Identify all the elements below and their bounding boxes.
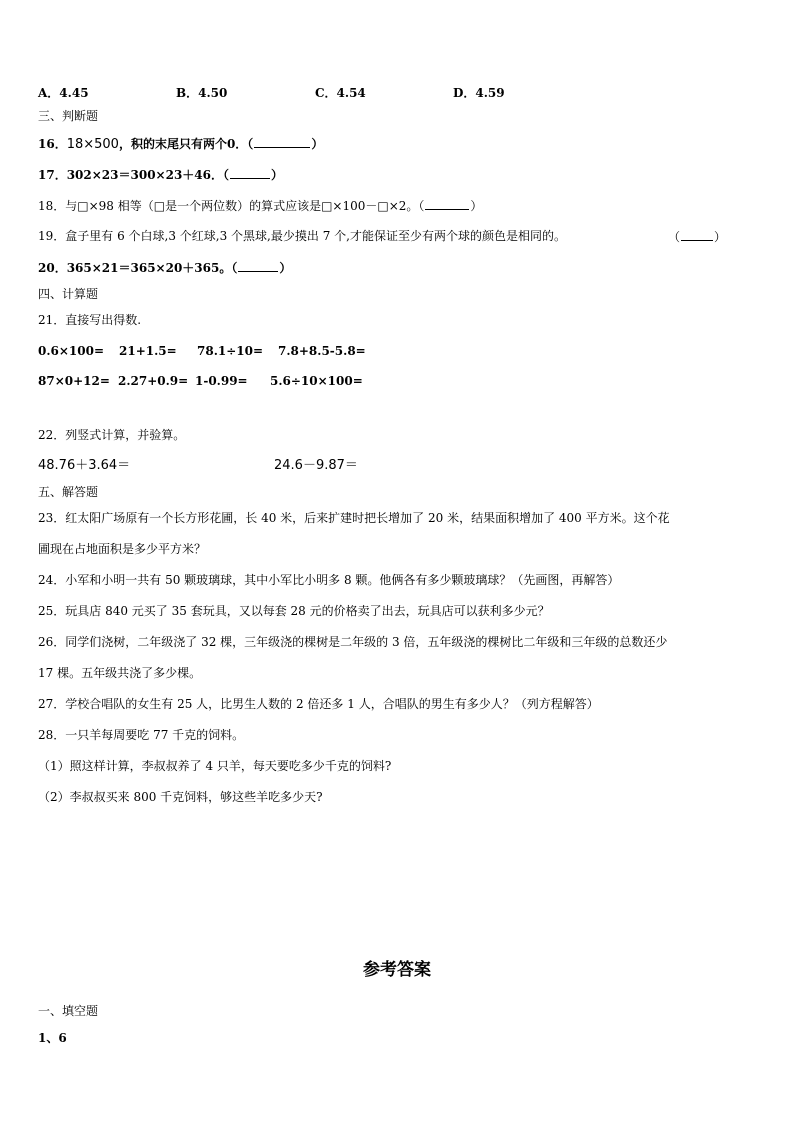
option-b: B．4.50 (176, 86, 228, 100)
question-17-text: 17．302×23＝300×23＋46．（ (38, 168, 230, 182)
question-25: 25．玩具店 840 元买了 35 套玩具，又以每套 28 元的价格卖了出去，玩具店可以获利多少元？ (38, 604, 550, 618)
question-16: 16．18×500，积的末尾只有两个0．（ ） (38, 137, 324, 152)
question-16-number: 16． (38, 137, 67, 151)
question-21: 21．直接写出得数. (38, 313, 142, 327)
question-19-answer: （ ） (668, 230, 727, 244)
calc-item: 1-0.99= (195, 374, 248, 388)
question-16-text: ，积的末尾只有两个0．（ (118, 137, 254, 151)
question-28-part1: （1）照这样计算，李叔叔养了 4 只羊，每天要吃多少千克的饲料? (38, 759, 392, 773)
question-18: 18．与□×98 相等（□是一个两位数）的算式应该是□×100－□×2。（ ） (38, 199, 483, 213)
answers-section-heading: 一、填空题 (38, 1004, 99, 1018)
question-28: 28．一只羊每周要吃 77 千克的饲料。 (38, 728, 245, 742)
calc-item: 0.6×100= (38, 344, 105, 358)
section-calc-heading: 四、计算题 (38, 287, 99, 301)
answer-blank[interactable] (425, 198, 469, 210)
question-19-text: 19．盒子里有 6 个白球,3 个红球,3 个黑球,最少摸出 7 个,才能保证至少有两个球的颜色是相同的。 (38, 229, 566, 243)
question-18-text: 18．与□×98 相等（□是一个两位数）的算式应该是□×100－□×2。（ (38, 199, 425, 213)
answer-blank[interactable] (254, 136, 310, 148)
calc-item: 87×0+12= (38, 374, 110, 388)
option-c: C．4.54 (315, 86, 366, 100)
answer-blank[interactable] (238, 260, 278, 272)
option-d: D．4.59 (453, 86, 505, 100)
question-26-line2: 17 棵。五年级共浇了多少棵。 (38, 666, 202, 680)
question-28-part2: （2）李叔叔买来 800 千克饲料，够这些羊吃多少天? (38, 790, 323, 804)
question-22: 22．列竖式计算，并验算。 (38, 428, 186, 442)
section-judge-heading: 三、判断题 (38, 109, 99, 123)
answers-title: 参考答案 (363, 960, 431, 980)
question-23-line2: 圃现在占地面积是多少平方米？ (38, 542, 207, 556)
question-17: 17．302×23＝300×23＋46．（ ） (38, 168, 284, 182)
question-19 (38, 229, 566, 244)
calc-item: 5.6÷10×100= (270, 374, 363, 388)
question-27: 27．学校合唱队的女生有 25 人，比男生人数的 2 倍还多 1 人，合唱队的男生有多少人？（列方程解答） (38, 697, 599, 711)
calc-item: 78.1÷10= (197, 344, 264, 358)
question-24: 24．小军和小明一共有 50 颗玻璃球，其中小军比小明多 8 颗。他俩各有多少颗玻璃球？（先画图，再解答） (38, 573, 620, 587)
question-23-line1: 23．红太阳广场原有一个长方形花圃，长 40 米，后来扩建时把长增加了 20 米，结果面积增加了 400 平方米。这个花 (38, 511, 670, 525)
question-20-text: 20．365×21＝365×20＋365。（ (38, 261, 238, 275)
vertical-calc-1: 48.76＋3.64＝ (38, 458, 131, 473)
question-16-math: 18×500 (66, 137, 119, 152)
vertical-calc-2: 24.6－9.87＝ (274, 458, 358, 473)
question-20: 20．365×21＝365×20＋365。（ ） (38, 261, 292, 275)
answer-1: 1、6 (38, 1031, 67, 1045)
calc-item: 21+1.5= (119, 344, 177, 358)
option-a: A．4.45 (38, 86, 89, 100)
answer-blank[interactable] (230, 167, 270, 179)
calc-item: 2.27+0.9= (118, 374, 189, 388)
calc-item: 7.8+8.5-5.8= (278, 344, 366, 358)
section-solve-heading: 五、解答题 (38, 485, 99, 499)
answer-blank[interactable] (681, 229, 713, 241)
question-26-line1: 26．同学们浇树，二年级浇了 32 棵，三年级浇的棵树是二年级的 3 倍，五年级浇的棵树比二年级和三年级的总数还少 (38, 635, 668, 649)
